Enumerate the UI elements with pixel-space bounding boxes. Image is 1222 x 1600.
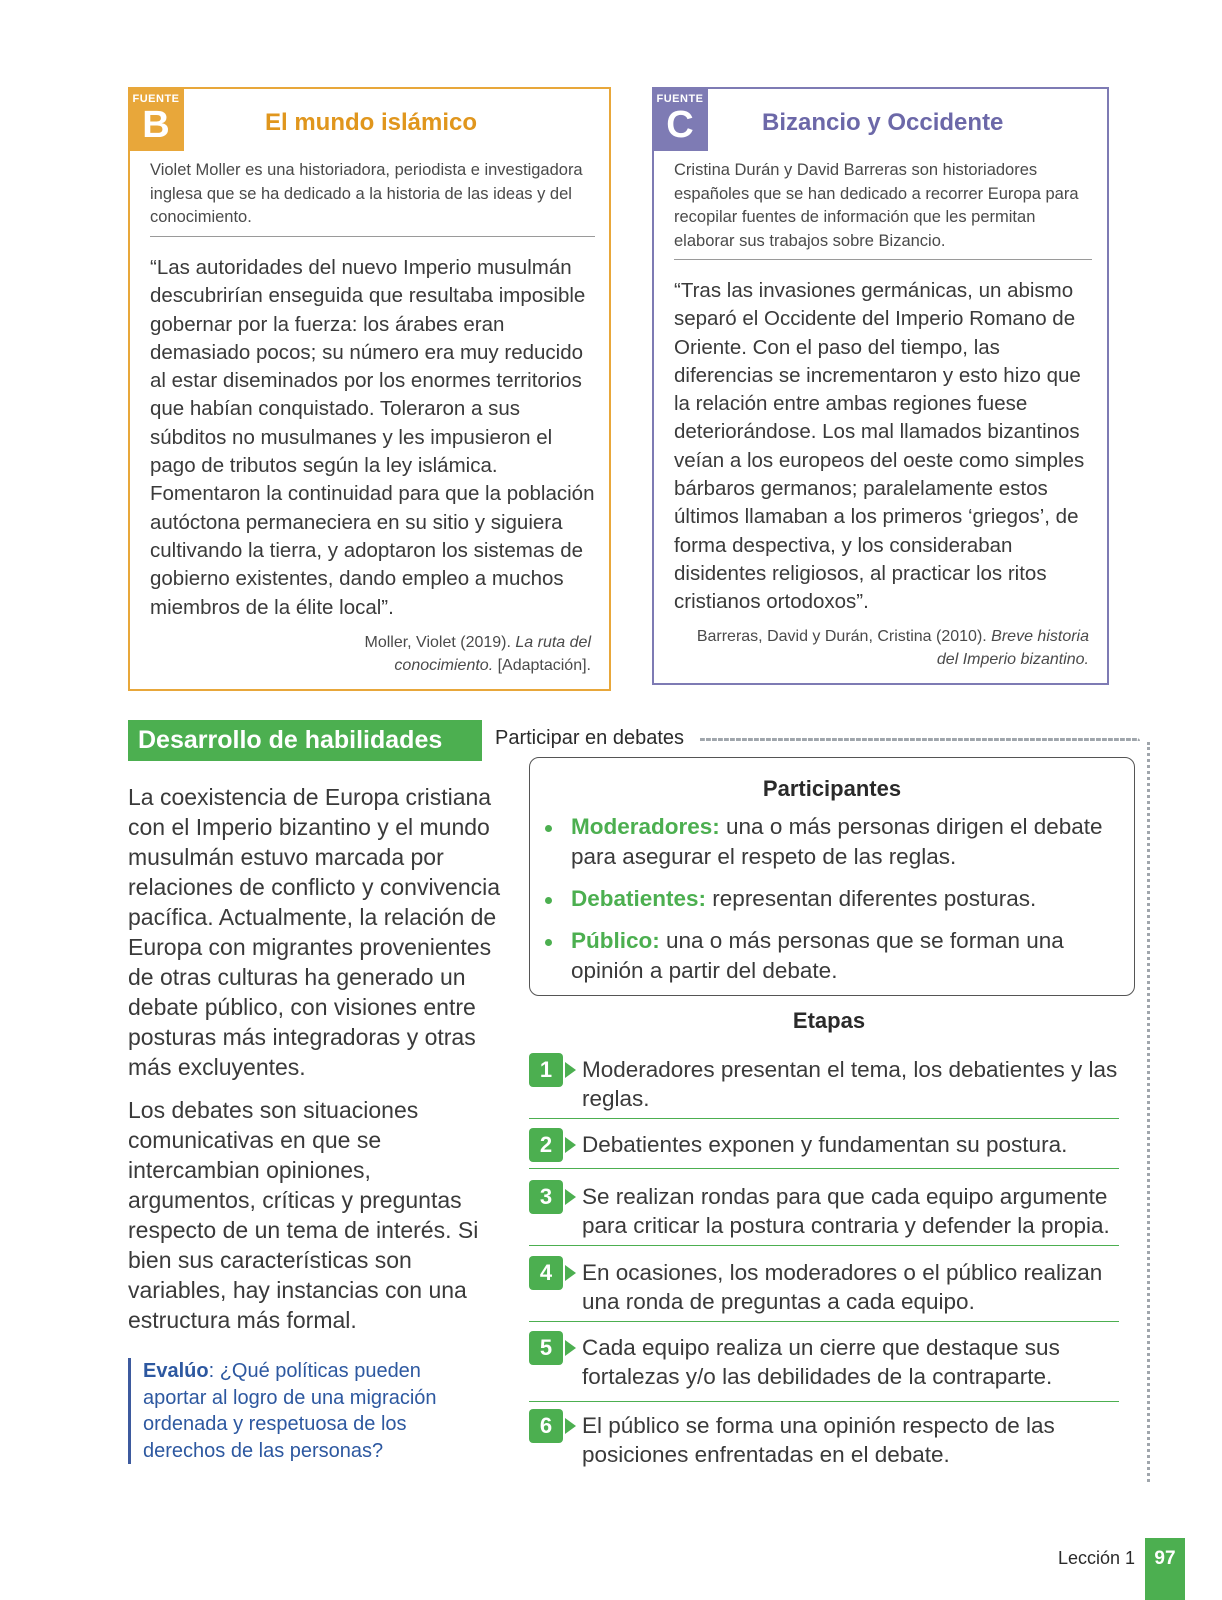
participants-heading: Participantes xyxy=(762,776,902,801)
source-b-intro: Violet Moller es una historiadora, periodista e investigadora inglesa que se ha dedicado a la historia de las ideas y del conocimiento. xyxy=(150,159,595,237)
source-b-tab xyxy=(128,87,184,151)
evaluo-label: Evalúo xyxy=(143,1360,209,1382)
stage-divider xyxy=(529,1245,1119,1246)
source-b-citation xyxy=(291,631,591,677)
participant-audience xyxy=(530,926,1134,986)
source-b-title: El mundo islámico xyxy=(265,109,478,136)
stage-text: Debatientes exponen y fundamentan su postura. xyxy=(582,1132,1068,1157)
stage-number-badge: 3 xyxy=(529,1180,563,1214)
stage-divider xyxy=(529,1401,1119,1402)
source-c-tab-letter: C xyxy=(666,104,694,146)
stage-text: Moderadores presentan el tema, los debatientes y las reglas. xyxy=(582,1057,1118,1111)
evaluo-question xyxy=(128,1358,478,1464)
dotted-divider-top xyxy=(700,738,1140,741)
participant-description: una o más personas dirigen el debate para asegurar el respeto de las reglas. xyxy=(571,814,1103,869)
source-c-intro: Cristina Durán y David Barreras son historiadores españoles que se han dedicado a recorrer Europa para recopilar fuentes de información que les permitan elaborar sus trabajos sobre Bizancio. xyxy=(674,159,1092,260)
source-c-title: Bizancio y Occidente xyxy=(762,109,1004,136)
stage-number-badge: 6 xyxy=(529,1409,563,1443)
stage-text: El público se forma una opinión respecto de las posiciones enfrentadas en el debate. xyxy=(582,1413,1055,1467)
source-c-citation xyxy=(689,625,1089,671)
stages-heading: Etapas xyxy=(792,1008,866,1033)
dotted-divider-right xyxy=(1147,742,1150,1482)
source-b-tab-letter: B xyxy=(142,104,170,146)
body-paragraph-2: Los debates son situaciones comunicativas en que se intercambian opiniones, argumentos, críticas y preguntas respecto de un tema de interés. Si bien sus características son variables, hay instancias con una estructura más formal. xyxy=(128,1097,479,1333)
skills-badge: Desarrollo de habilidades xyxy=(128,720,482,761)
participant-term: Moderadores: xyxy=(571,814,720,839)
source-c-box xyxy=(652,87,1109,685)
stage-number-badge: 4 xyxy=(529,1256,563,1290)
body-paragraph-1: La coexistencia de Europa cristiana con el Imperio bizantino y el mundo musulmán estuvo marcada por relaciones de conflicto y convivencia pacífica. Actualmente, la relación de Europa con migrantes provenientes de otras culturas ha generado un debate público, con visiones entre posturas más integradoras y otras más excluyentes. xyxy=(128,784,501,1080)
stage-divider xyxy=(529,1321,1119,1322)
stage-number-badge: 2 xyxy=(529,1128,563,1162)
stage-number-badge: 5 xyxy=(529,1331,563,1365)
stage-number-badge: 1 xyxy=(529,1053,563,1087)
page-number: 97 xyxy=(1145,1538,1185,1600)
source-c-cite-author: Barreras, David y Durán, Cristina (2010). xyxy=(696,628,987,645)
source-b-cite-note: [Adaptación]. xyxy=(497,657,591,674)
participant-debaters xyxy=(530,884,1134,914)
source-b-box xyxy=(128,87,611,691)
source-b-cite-title: La ruta del conocimiento. xyxy=(394,634,591,674)
source-b-cite-author: Moller, Violet (2019). xyxy=(364,634,511,651)
skills-subtitle: Participar en debates xyxy=(495,727,685,749)
source-b-tab-word: FUENTE xyxy=(132,93,180,105)
footer-lesson-label: Lección 1 xyxy=(1058,1548,1136,1568)
stage-text: En ocasiones, los moderadores o el público realizan una ronda de preguntas a cada equipo. xyxy=(582,1260,1103,1314)
stage-text: Se realizan rondas para que cada equipo argumente para criticar la postura contraria y defender la propia. xyxy=(582,1184,1110,1238)
source-c-tab-word: FUENTE xyxy=(656,93,704,105)
participant-moderators xyxy=(530,812,1134,872)
participants-box xyxy=(529,757,1135,996)
stage-text: Cada equipo realiza un cierre que destaque sus fortalezas y/o las debilidades de la contraparte. xyxy=(582,1335,1060,1389)
participant-term: Debatientes: xyxy=(571,886,707,911)
source-c-tab xyxy=(652,87,708,151)
participant-description: representan diferentes posturas. xyxy=(706,886,1037,911)
participants-list xyxy=(530,812,1134,986)
source-b-quote: “Las autoridades del nuevo Imperio musulmán descubrirían enseguida que resultaba imposible gobernar por la fuerza: los árabes eran demasiado pocos; su número era muy reducido al estar diseminados por los enormes territorios que habían conquistado. Toleraron a sus súbditos no musulmanes y les impusieron el pago de tributos según la ley islámica. Fomentaron la continuidad para que la población autóctona permaneciera en su sitio y siguiera cultivando la tierra, y adoptaron los sistemas de gobierno existentes, dando empleo a muchos miembros de la élite local”. xyxy=(150,256,595,619)
source-c-quote: “Tras las invasiones germánicas, un abismo separó el Occidente del Imperio Romano de Oriente. Con el paso del tiempo, las diferencias se incrementaron y esto hizo que la relación entre ambas regiones fuese deteriorándose. Los mal llamados bizantinos veían a los europeos del oeste como simples bárbaros germanos; paralelamente estos últimos llamaban a los primeros ‘griegos’, de forma despectiva, y los consideraban disidentes religiosos, al practicar los ritos cristianos ortodoxos”. xyxy=(674,279,1085,614)
evaluo-text: : ¿Qué políticas pueden aportar al logro de una migración ordenada y respetuosa de los derechos de las personas? xyxy=(143,1360,437,1462)
stage-divider xyxy=(529,1118,1119,1119)
stage-divider xyxy=(529,1168,1119,1169)
participant-description: una o más personas que se forman una opinión a partir del debate. xyxy=(571,928,1064,983)
participant-term: Público: xyxy=(571,928,660,953)
source-c-cite-title: Breve historia del Imperio bizantino. xyxy=(936,628,1089,668)
